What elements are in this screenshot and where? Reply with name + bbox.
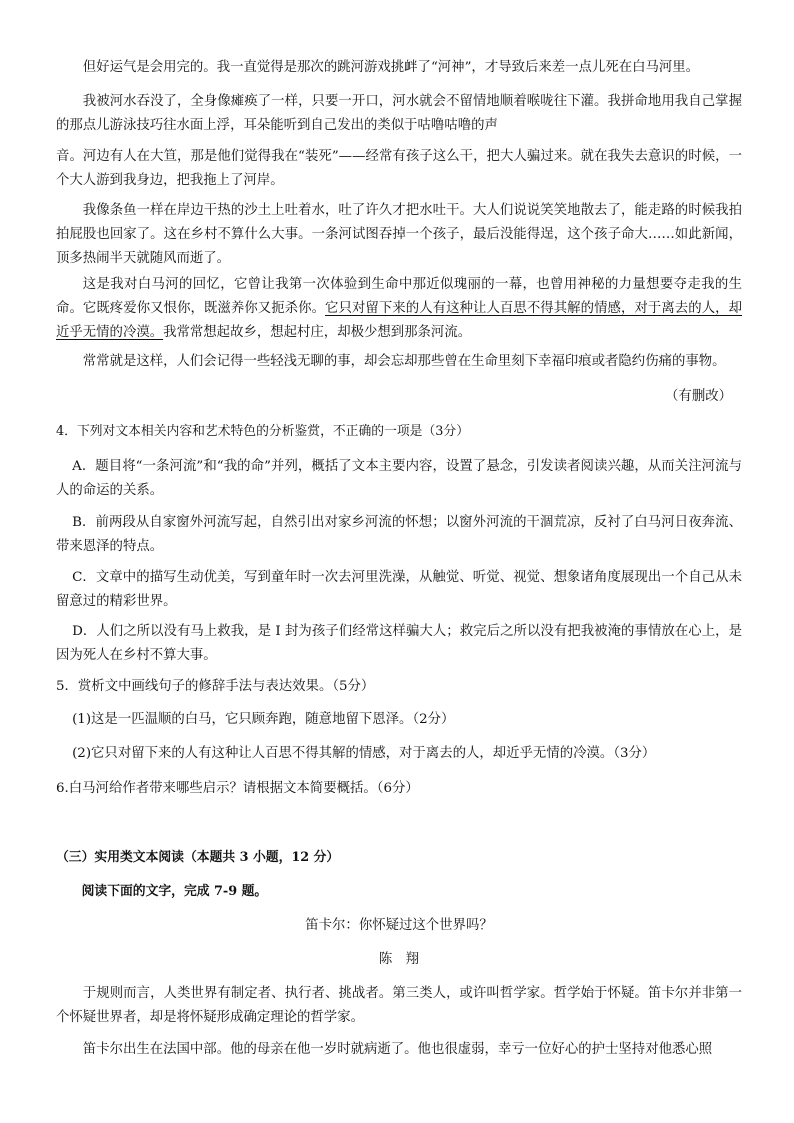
- question-5-item-1: (1)这是一匹温顺的白马，它只顾奔跑，随意地留下恩泽。（2分）: [72, 712, 455, 727]
- section-3-heading: （三）实用类文本阅读（本题共 3 小题，12 分）: [56, 850, 340, 865]
- article-paragraph-1: 于规则而言，人类世界有制定者、执行者、挑战者。第三类人，或许叫哲学家。哲学始于怀疑。笛卡尔并非第一个怀疑世界者，却是将怀疑形成确定理论的哲学家。: [56, 986, 742, 1025]
- question-4: 4．下列对文本相关内容和艺术特色的分析鉴赏，不正确的一项是（3分）: [56, 424, 469, 439]
- question-4-option-c: C．文章中的描写生动优美，写到童年时一次去河里洗澡，从触觉、听觉、视觉、想象诸角度展现出一个自己从未留意过的精彩世界。: [56, 570, 742, 609]
- question-4-option-b: B．前两段从自家窗外河流写起，自然引出对家乡河流的怀想；以窗外河流的干涸荒凉，反衬了白马河日夜奔流、带来恩泽的特点。: [56, 515, 742, 554]
- question-4-option-d: D．人们之所以没有马上救我，是 I 封为孩子们经常这样骗大人；救完后之所以没有把我被淹的事情放在心上，是因为死人在乡村不算大事。: [56, 624, 742, 663]
- question-5-item-2: (2)它只对留下来的人有这种让人百思不得其解的情感，对于离去的人，却近乎无情的冷漠。（3分）: [72, 746, 656, 761]
- underlined-sentence: 它只对留下来的人有这种让人百思不得其解的情感，对于离去的人，却近乎无情的冷漠。: [56, 301, 743, 340]
- story-paragraph-5-text: 这是我对白马河的回忆，它曾让我第一次体验到生命中那近似瑰丽的一幕，也曾用神秘的力量想要夺走我的生命。它既疼爱你又恨你，既滋养你又扼杀你。: [56, 277, 742, 316]
- story-paragraph-4: 我像条鱼一样在岸边干热的沙土上吐着水，吐了许久才把水吐干。大人们说说笑笑地散去了，能走路的时候我拍拍屁股也回家了。这在乡村不算什么大事。一条河试图吞掉一个孩子，最后没能得逞，这个孩子命大……如此新闻，顶多热闹半天就随风而逝了。: [56, 203, 742, 266]
- story-paragraph-3: 音。河边有人在大笪，那是他们觉得我在“装死”——经常有孩子这么干，把大人骗过来。就在我失去意识的时候，一个大人游到我身边，把我拖上了河岸。: [56, 149, 742, 188]
- story-paragraph-5: [56, 273, 742, 345]
- story-paragraph-1: 但好运气是会用完的。我一直觉得是那次的跳河游戏挑衅了“河神”，才导致后来差一点儿死在白马河里。: [82, 60, 700, 75]
- article-title: 笛卡尔：你怀疑过这个世界吗？: [305, 918, 493, 933]
- section-3-instruction: 阅读下面的文字，完成 7-9 题。: [81, 884, 268, 899]
- story-paragraph-2: 我被河水吞没了，全身像瘫痪了一样，只要一开口，河水就会不留情地顺着喉咙往下灌。我拼命地用我自己掌握的那点儿游泳技巧往水面上浮，耳朵能听到自己发出的类似于咕噜咕噜的声: [56, 94, 742, 133]
- story-paragraph-5-tail: 我常常想起故乡，想起村庄，却极少想到那条河流。: [163, 325, 472, 340]
- article-author: 陈 翔: [378, 952, 420, 967]
- article-paragraph-2: 笛卡尔出生在法国中部。他的母亲在他一岁时就病逝了。他也很虚弱，幸亏一位好心的护士坚持对他悉心照: [82, 1042, 713, 1057]
- story-paragraph-6: 常常就是这样，人们会记得一些轻浅无聊的事，却会忘却那些曾在生命里刻下幸福印痕或者隐约伤痛的事物。: [82, 354, 726, 369]
- source-note: （有删改）: [665, 389, 732, 404]
- question-5: 5．赏析文中画线句子的修辞手法与表达效果。（5分）: [56, 679, 375, 694]
- question-4-option-a: A．题目将“一条河流”和“我的命”并列，概括了文本主要内容，设置了悬念，引发读者阅读兴趣，从而关注河流与人的命运的关系。: [56, 459, 742, 498]
- question-6: 6.白马河给作者带来哪些启示？请根据文本简要概括。（6分）: [56, 781, 419, 796]
